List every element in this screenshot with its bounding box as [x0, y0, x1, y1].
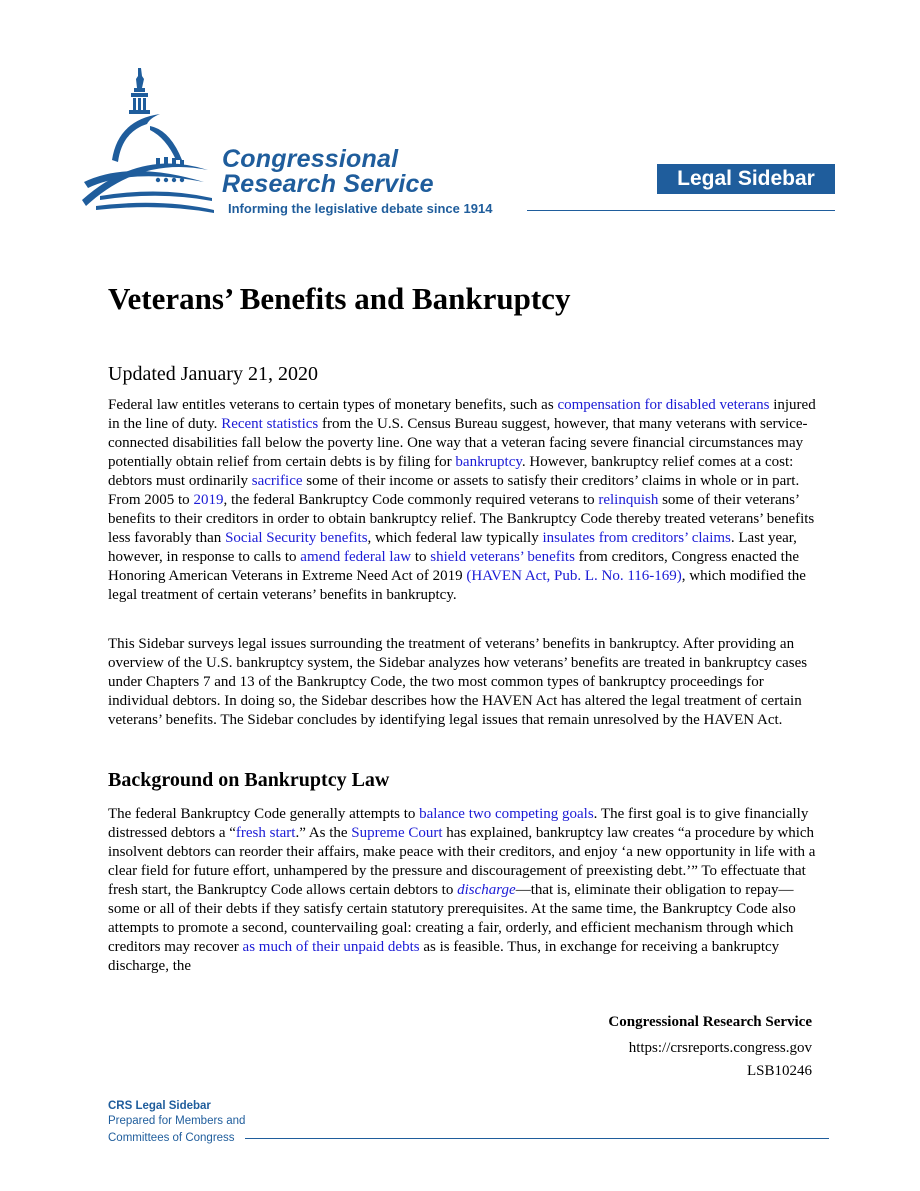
text-run: from the U.S. Census Bureau suggest, however, that many veterans with service-connected disabilities fall below the poverty line. One way that a veteran facing severe financial circumstances may potentially obtain relief from certain debts is by filing for	[108, 416, 808, 470]
text-run: , which modified the legal treatment of certain veterans’ benefits in bankruptcy.	[108, 568, 806, 603]
inline-link[interactable]: discharge	[457, 882, 516, 898]
footer-prepared-line2: Committees of Congress	[108, 1132, 235, 1144]
text-run: , which federal law typically	[367, 530, 543, 546]
text-run: . The first goal is to give financially distressed debtors a “	[108, 806, 809, 841]
text-run: . However, bankruptcy relief comes at a cost: debtors must ordinarily	[108, 454, 794, 489]
inline-link[interactable]: Supreme Court	[351, 825, 443, 841]
text-run: some of their income or assets to satisfy their creditors’ claims in whole or in part. From 2005 to	[108, 473, 800, 508]
overview-paragraph	[108, 635, 816, 730]
inline-link[interactable]: insulates from creditors’ claims	[542, 530, 731, 546]
footer-divider	[245, 1138, 829, 1139]
text-run: some of their veterans’ benefits to their creditors in order to obtain bankruptcy relief. The Bankruptcy Code thereby treated veterans’ benefits less favorably than	[108, 492, 815, 546]
legal-sidebar-badge: Legal Sidebar	[657, 164, 835, 194]
inline-link[interactable]: Social Security benefits	[225, 530, 368, 546]
inline-link[interactable]: (HAVEN Act, Pub. L. No. 116-169)	[466, 568, 682, 584]
text-run: The federal Bankruptcy Code generally attempts to	[108, 806, 420, 822]
footer-series-label: CRS Legal Sidebar	[108, 1100, 211, 1112]
footer-org-name: Congressional Research Service	[608, 1014, 812, 1030]
inline-link[interactable]: amend federal law	[300, 549, 412, 565]
org-tagline: Informing the legislative debate since 1914	[228, 201, 493, 216]
inline-link[interactable]: balance two competing goals	[419, 806, 594, 822]
footer-url[interactable]: https://crsreports.congress.gov	[628, 1040, 812, 1056]
text-run: has explained, bankruptcy law creates “a procedure by which insolvent debtors can reorder their affairs, make peace with their creditors, and enjoy ‘a new opportunity in life with a clear field for future effort, unhampered by the pressure and discouragement of preexisting debt.’” To effectuate that fresh start, the Bankruptcy Code allows certain debtors to	[108, 825, 816, 898]
text-run: Federal law entitles veterans to certain types of monetary benefits, such as	[108, 397, 558, 413]
footer-prepared-line1: Prepared for Members and	[108, 1115, 246, 1127]
footer-report-id: LSB10246	[746, 1063, 812, 1079]
text-run: as is feasible. Thus, in exchange for receiving a bankruptcy discharge, the	[108, 939, 780, 974]
inline-link[interactable]: Recent statistics	[221, 416, 319, 432]
text-run: from creditors, Congress enacted the Honoring American Veterans in Extreme Need Act of 2019	[108, 549, 799, 584]
inline-link[interactable]: bankruptcy	[455, 454, 522, 470]
page-title: Veterans’ Benefits and Bankruptcy	[108, 281, 571, 316]
background-paragraph	[108, 805, 816, 976]
inline-link[interactable]: compensation for disabled veterans	[557, 397, 770, 413]
text-run: to	[411, 549, 431, 565]
tagline-divider	[527, 210, 835, 211]
text-run: This Sidebar surveys legal issues surrounding the treatment of veterans’ benefits in bankruptcy. After providing an overview of the U.S. bankruptcy system, the Sidebar analyzes how veterans’ benefits are treated in bankruptcy cases under Chapters 7 and 13 of the Bankruptcy Code, the two most common types of bankruptcy proceedings for individual debtors. In doing so, the Sidebar describes how the HAVEN Act has altered the legal treatment of certain veterans’ benefits. The Sidebar concludes by identifying legal issues that remain unresolved by the HAVEN Act.	[108, 636, 808, 728]
text-run: —that is, eliminate their obligation to repay—some or all of their debts if they satisfy certain statutory prerequisites. At the same time, the Bankruptcy Code also attempts to promote a second, countervailing goal: creating a fair, orderly, and efficient mechanism through which creditors may recover	[108, 882, 796, 955]
text-run: . Last year, however, in response to calls to	[108, 530, 797, 565]
inline-link[interactable]: relinquish	[598, 492, 659, 508]
intro-paragraph	[108, 396, 816, 605]
inline-link[interactable]: shield veterans’ benefits	[430, 549, 575, 565]
org-name-line1: Congressional	[222, 145, 399, 173]
org-name-line2: Research Service	[222, 170, 434, 198]
updated-date: Updated January 21, 2020	[108, 363, 318, 385]
inline-link[interactable]: sacrifice	[251, 473, 303, 489]
inline-link[interactable]: as much of their unpaid debts	[242, 939, 420, 955]
text-run: , the federal Bankruptcy Code commonly required veterans to	[223, 492, 599, 508]
text-run: injured in the line of duty.	[108, 397, 816, 432]
section-heading: Background on Bankruptcy Law	[108, 769, 390, 791]
inline-link[interactable]: fresh start	[235, 825, 296, 841]
inline-link[interactable]: 2019	[193, 492, 224, 508]
text-run: .” As the	[295, 825, 352, 841]
